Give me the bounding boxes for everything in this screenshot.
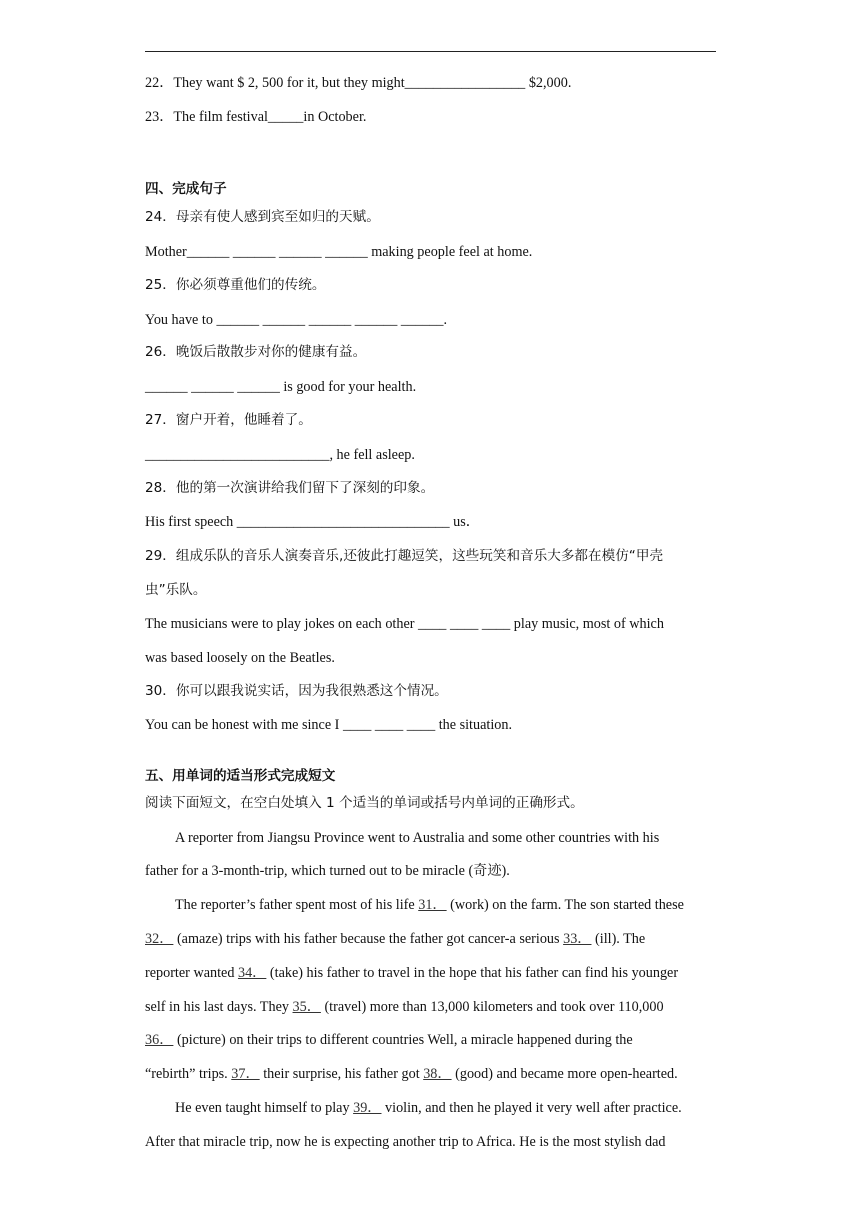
passage-text: (travel) more than 13,000 kilometers and took over 110,000 (320, 999, 664, 1015)
question-29-en-cont: was based loosely on the Beatles. (145, 650, 335, 666)
blank-35[interactable]: 35． (292, 999, 321, 1015)
passage-text: (ill). The (591, 931, 646, 947)
passage-text: (good) and became more open-hearted. (451, 1066, 678, 1082)
passage-text: (take) his father to travel in the hope that his father can find his younger (266, 965, 679, 981)
passage-line (145, 1064, 720, 1084)
passage-line (145, 963, 720, 983)
blank-38[interactable]: 38． (423, 1066, 452, 1082)
passage-text: (amaze) trips with his father because the father got cancer-a serious (173, 931, 564, 947)
question-25-zh: 25．你必须尊重他们的传统。 (145, 277, 326, 293)
passage-line: After that miracle trip, now he is expecting another trip to Africa. He is the most stylish dad (145, 1134, 666, 1150)
header-rule (145, 51, 716, 52)
blank-39[interactable]: 39． (353, 1100, 382, 1116)
passage-line (145, 997, 720, 1017)
question-29-zh: 29．组成乐队的音乐人演奏音乐,还彼此打趣逗笑，这些玩笑和音乐大多都在模仿“甲壳 (145, 548, 664, 564)
question-24-en: Mother______ ______ ______ ______ making people feel at home. (145, 244, 533, 260)
question-27-zh: 27．窗户开着，他睡着了。 (145, 412, 312, 428)
question-25-en: You have to ______ ______ ______ ______ ______. (145, 312, 448, 328)
passage-text: their surprise, his father got (259, 1066, 424, 1082)
passage-line (175, 1098, 750, 1118)
question-24-zh: 24．母亲有使人感到宾至如归的天赋。 (145, 209, 380, 225)
question-27-en: __________________________, he fell asleep. (145, 447, 415, 463)
blank-33[interactable]: 33． (563, 931, 592, 947)
question-30-en: You can be honest with me since I ____ ____ ____ the situation. (145, 717, 512, 733)
passage-text: (picture) on their trips to different countries Well, a miracle happened during the (173, 1032, 633, 1048)
section-5-instruction: 阅读下面短文，在空白处填入 1 个适当的单词或括号内单词的正确形式。 (145, 795, 584, 811)
passage-line (175, 895, 750, 915)
question-29-zh-cont: 虫”乐队。 (145, 582, 207, 598)
blank-36[interactable]: 36． (145, 1032, 174, 1048)
section-5-heading: 五、用单词的适当形式完成短文 (145, 768, 336, 784)
passage-line (145, 1030, 720, 1050)
blank-32[interactable]: 32． (145, 931, 174, 947)
question-26-zh: 26．晚饭后散散步对你的健康有益。 (145, 344, 367, 360)
question-30-zh: 30．你可以跟我说实话，因为我很熟悉这个情况。 (145, 683, 448, 699)
question-26-en: ______ ______ ______ is good for your health. (145, 379, 417, 395)
question-29-en: The musicians were to play jokes on each other ____ ____ ____ play music, most of which (145, 616, 664, 632)
question-22: 22．They want $ 2, 500 for it, but they might_________________ $2,000. (145, 75, 572, 91)
passage-text: He even taught himself to play (175, 1100, 354, 1116)
blank-31[interactable]: 31． (418, 897, 447, 913)
blank-37[interactable]: 37． (231, 1066, 260, 1082)
blank-34[interactable]: 34． (237, 965, 267, 981)
passage-line: father for a 3-month-trip, which turned out to be miracle (奇迹). (145, 863, 510, 879)
section-4-heading: 四、完成句子 (145, 181, 227, 197)
passage-text: reporter wanted (145, 965, 238, 981)
passage-text: (work) on the farm. The son started these (446, 897, 684, 913)
passage-text: self in his last days. They (145, 999, 293, 1015)
passage-line: A reporter from Jiangsu Province went to Australia and some other countries with his (175, 830, 660, 846)
passage-line (145, 929, 720, 949)
passage-text: The reporter’s father spent most of his life (175, 897, 419, 913)
question-28-zh: 28．他的第一次演讲给我们留下了深刻的印象。 (145, 480, 435, 496)
question-28-en: His first speech ______________________________ us． (145, 514, 480, 530)
question-23: 23．The film festival_____in October. (145, 109, 367, 125)
passage-text: violin, and then he played it very well after practice. (381, 1100, 682, 1116)
passage-text: “rebirth” trips. (145, 1066, 232, 1082)
